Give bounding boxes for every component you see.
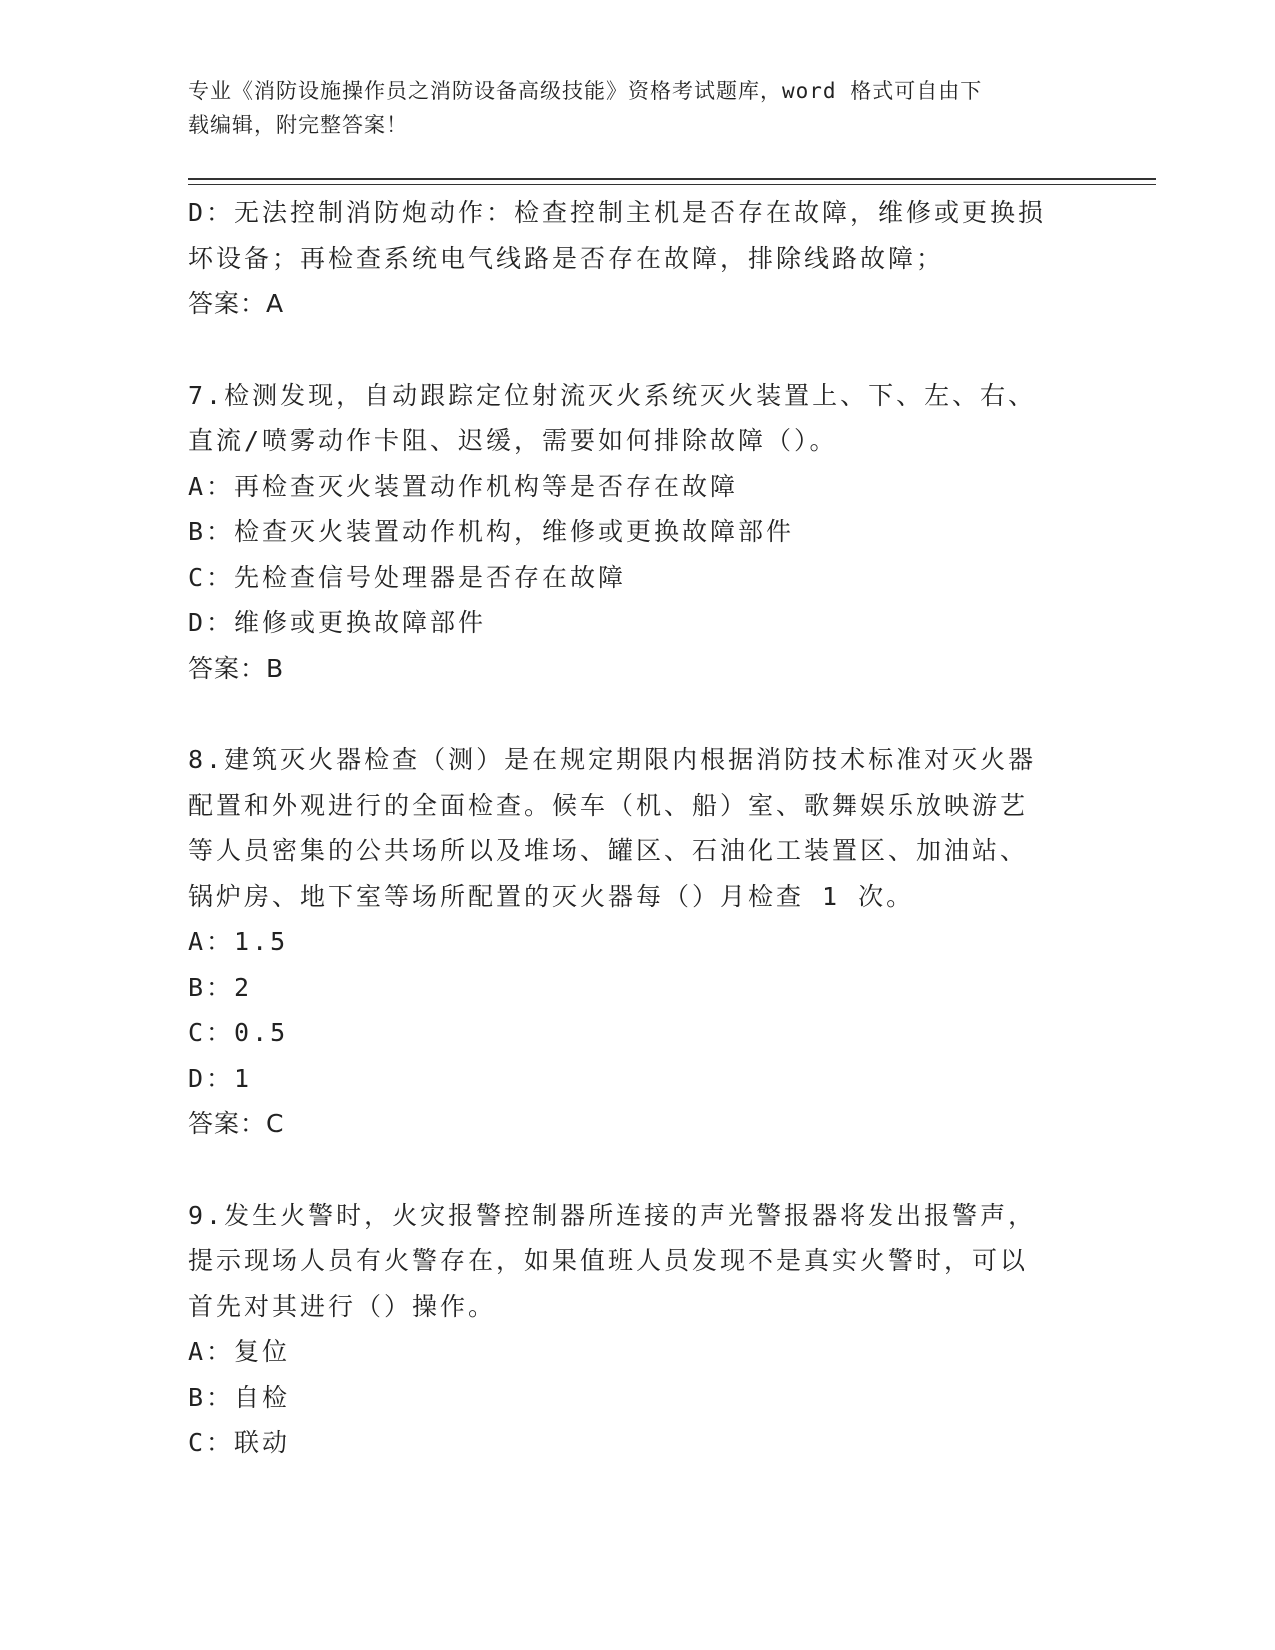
option-a: A：1.5	[188, 927, 289, 956]
header-rule-thick	[188, 178, 1156, 180]
option-a: A：复位	[188, 1337, 291, 1366]
question-stem-line-3: 等人员密集的公共场所以及堆场、罐区、石油化工装置区、加油站、	[188, 836, 1029, 865]
question-7	[188, 373, 1088, 692]
question-stem-line-3: 首先对其进行（）操作。	[188, 1291, 497, 1321]
header-line-2: 载编辑，附完整答案！	[188, 113, 408, 137]
question-list	[188, 190, 1088, 1466]
option-b: B：2	[188, 972, 253, 1002]
header-line-1: 专业《消防设施操作员之消防设备高级技能》资格考试题库，word 格式可自由下	[188, 79, 983, 103]
question-stem-line-2: 直流/喷雾动作卡阻、迟缓，需要如何排除故障（）。	[188, 426, 838, 455]
option-c: C：先检查信号处理器是否存在故障	[188, 562, 627, 592]
document-header	[188, 74, 1068, 142]
option-c: C：联动	[188, 1428, 291, 1457]
question-9	[188, 1193, 1088, 1466]
answer-text: 答案：B	[188, 653, 285, 683]
spacer	[188, 1147, 1088, 1193]
header-rule-thin	[188, 184, 1156, 185]
question-stem-line-2: 提示现场人员有火警存在，如果值班人员发现不是真实火警时，可以	[188, 1246, 1029, 1275]
question-stem-line-1: 8.建筑灭火器检查（测）是在规定期限内根据消防技术标准对灭火器	[188, 745, 1037, 774]
question-stem-line-4: 锅炉房、地下室等场所配置的灭火器每（）月检查 1 次。	[188, 881, 915, 911]
option-d-line-1: D：无法控制消防炮动作：检查控制主机是否存在故障，维修或更换损	[188, 198, 1047, 227]
question-stem-line-1: 9.发生火警时，火灾报警控制器所连接的声光警报器将发出报警声，	[188, 1200, 1037, 1230]
option-b: B：自检	[188, 1382, 291, 1412]
option-b: B：检查灭火装置动作机构，维修或更换故障部件	[188, 517, 795, 546]
option-d-line-2: 坏设备；再检查系统电气线路是否存在故障，排除线路故障；	[188, 243, 945, 273]
question-8	[188, 737, 1088, 1147]
option-d: D：1	[188, 1063, 253, 1093]
answer-text: 答案：A	[188, 289, 285, 318]
question-stem-line-1: 7.检测发现，自动跟踪定位射流灭火系统灭火装置上、下、左、右、	[188, 380, 1037, 410]
spacer	[188, 327, 1088, 373]
option-a: A：再检查灭火装置动作机构等是否存在故障	[188, 471, 739, 501]
question-stem-line-2: 配置和外观进行的全面检查。候车（机、船）室、歌舞娱乐放映游艺	[188, 790, 1029, 820]
option-d: D：维修或更换故障部件	[188, 608, 487, 637]
spacer	[188, 691, 1088, 737]
option-c: C：0.5	[188, 1018, 289, 1047]
answer-text: 答案：C	[188, 1109, 285, 1138]
question-6-tail	[188, 190, 1088, 327]
